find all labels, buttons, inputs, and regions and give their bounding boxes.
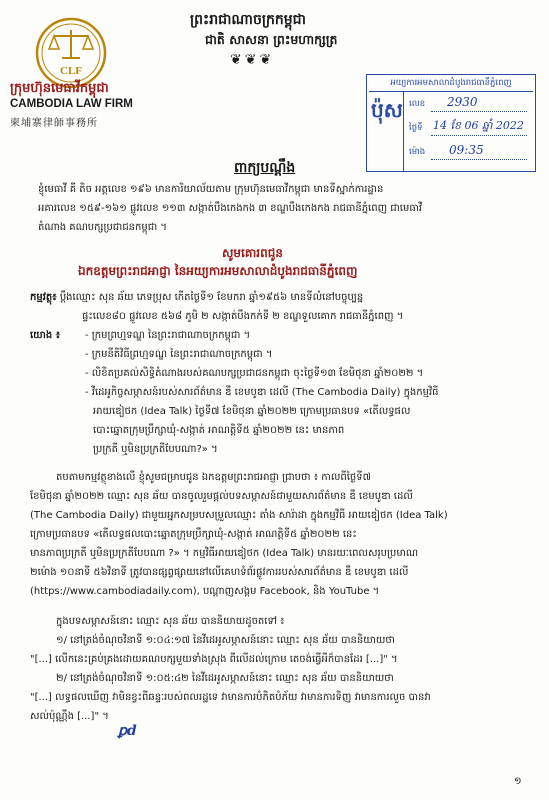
- recipient-line: ឯកឧត្តមព្រះរាជអាជ្ញា នៃអយ្យការអមសាលាដំបូងរាជធានីភ្នំពេញ: [78, 264, 358, 278]
- body-line: ក្នុងបទសម្ភាសន៍នោះ ឈ្មោះ សុន ឆ័យ បាននិយាយដូចតទៅ ៖: [56, 616, 285, 627]
- page-number: ១: [514, 776, 522, 787]
- body-paragraph-1: [30, 468, 528, 601]
- body-line: (https://www.cambodiadaily.com), បណ្តាញសង្គម Facebook, និង YouTube ។: [30, 586, 380, 597]
- body-line: ២ម៉ោង ១០នាទី ៥៦វិនាទី ត្រូវបានផ្សព្វផ្សាយនៅលើគេហទំព័រផ្លូវការរបស់សារព័ត៌មាន ឌឹ ខេមបូឌា ដេលី: [30, 567, 409, 578]
- stamp-date-value: 14 ខែ 06 ឆ្នាំ 2022: [433, 119, 524, 132]
- body-line: តបតាមកម្មវត្ថុខាងលើ ខ្ញុំសូមជម្រាបជូន ឯកឧត្តមព្រះរាជអាជ្ញា ជ្រាបថា ៖ កាលពីថ្ងៃទី៧: [56, 472, 371, 483]
- body-line: "[...] លទ្ធផលឃើញ វាមិនខ្វះពីឆន្ទៈរបស់ពលរដ្ឋទេ វាមានការបំភិតបំភ័យ វាមានការទិញ វាមានការលួច បានវា: [30, 692, 431, 703]
- intro-paragraph: [38, 180, 528, 237]
- body-line: សល់ប៉ុណ្ណឹង [...]" ។: [30, 711, 109, 722]
- stamp-number-value: 2930: [447, 95, 478, 109]
- reference-label-text: យោង ៖: [30, 330, 61, 341]
- handwritten-initials: ꝑd: [118, 723, 137, 739]
- national-motto: ជាតិ សាសនា ព្រះមហាក្សត្រ: [205, 32, 338, 47]
- stamp-title: អយ្យការអមសាលាដំបូងរាជធានីភ្នំពេញ: [369, 75, 533, 92]
- reference-item: - វីដេអូកិច្ចសម្ភាសន៍របស់សារព័ត៌មាន ឌឹ ខេមបូឌា ដេលី (The Cambodia Daily) ក្នុងកម្មវិធី: [85, 387, 439, 398]
- intro-line: តំណាង គណបក្សប្រជាជនកម្ពុជា ។: [38, 222, 168, 233]
- intro-line: ខ្ញុំមេធាវី គី តិច អត្តលេខ ១៩៦ មានការិយាល័យតាម ក្រុមហ៊ុនមេធាវីកម្ពុជា មានទីស្នាក់ការដ្ឋាន: [38, 184, 384, 195]
- reference-item: - លិខិតប្រគល់សិទ្ធិតំណាងរបស់គណបក្សប្រជាជនកម្ពុជា ចុះថ្ងៃទី១៣ ខែមិថុនា ឆ្នាំ២០២២ ។: [85, 368, 424, 379]
- body-line: ១/ នៅត្រង់ចំណុចវិនាទី ១:០៤:១៧ នៃវីដេអូសម្ភាសន៍នោះ ឈ្មោះ សុន ឆ័យ បាននិយាយថា: [56, 635, 395, 646]
- reference-item-cont: ប្រក្រតី ឬមិនប្រក្រតីបែបណា?» ។: [93, 444, 218, 455]
- stamp-post-label: ប៉ុស: [371, 98, 403, 122]
- subject-text: ប្តឹងឈ្មោះ សុន ឆ័យ ភេទប្រុស កើតថ្ងៃទី១ ខែមករា ឆ្នាំ១៩៥៦ មានទីលំនៅបច្ចុប្បន្ន: [59, 292, 364, 303]
- stamp-number-label: លេខ: [409, 99, 426, 109]
- body-line: "[...] លើកនេះគ្រប់គ្រងដោយគណបក្សមួយទាំងស្រុង ពីលើដល់ក្រោម តេចង់ធ្វើអីក៏បានដែរ [...]" ។: [30, 654, 398, 665]
- subject-label: កម្មវត្ថុ៖: [30, 292, 57, 303]
- stamp-date-label: ថ្ងៃទី: [409, 123, 423, 133]
- reference-label: [30, 326, 90, 345]
- body-line: (The Cambodia Daily) ជាមួយអ្នកសម្របសម្រួលឈ្មោះ តាំង សារ៉ាដា ក្នុងកម្មវិធី អាយឌៀថក (Idea Talk): [30, 510, 448, 521]
- firm-name-khmer: ក្រុមហ៊ុនមេធាវីកម្ពុជា: [10, 81, 109, 96]
- body-line: ២/ នៅត្រង់ចំណុចវិនាទី ១:០៥:៤២ នៃវីដេអូសម្ភាសន៍នោះ ឈ្មោះ សុន ឆ័យ បាននិយាយថា: [56, 673, 394, 684]
- kingdom-heading: ព្រះរាជាណាចក្រកម្ពុជា: [190, 12, 307, 28]
- body-paragraph-2: [30, 612, 528, 726]
- reference-item: - ក្រមនីតិវិធីព្រហ្មទណ្ឌ នៃព្រះរាជាណាចក្រកម្ពុជា ។: [85, 349, 273, 360]
- stamp-number-line: [431, 111, 527, 112]
- receipt-stamp: [366, 74, 536, 172]
- stamp-time-label: ម៉ោង: [409, 147, 426, 157]
- subject-text: ផ្ទះលេខ៨០ ផ្លូវលេខ ៥៦៨ ភូមិ ២ សង្កាត់បឹងកក់ទី ២ ខណ្ឌទួលគោក រាជធានីភ្នំពេញ ។: [82, 311, 404, 322]
- respect-to: សូមគោរពជូន: [222, 246, 283, 260]
- body-line: ក្រោមប្រធានបទ «តើលទ្ធផលបោះឆ្នោតក្រុមប្រឹក្សាឃុំ-សង្កាត់ អាណត្តិទី៥ ឆ្នាំ២០២២ នេះ: [30, 529, 357, 540]
- reference-item-cont: អាយឌៀថក (Idea Talk) ថ្ងៃទី៧ ខែមិថុនា ឆ្នាំ២០២២ ក្រោមប្រធានបទ «តើលទ្ធផល: [93, 406, 411, 417]
- logo-text: CLF: [60, 65, 82, 77]
- stamp-time-value: 09:35: [449, 143, 484, 157]
- cambodia-law-firm-logo: [34, 16, 108, 90]
- body-line: ខែមិថុនា ឆ្នាំ២០២២ ឈ្មោះ សុន ឆ័យ បានចូលរួមផ្តល់បទសម្ភាសន៍ជាមួយសារព័ត៌មាន ឌឹ ខេមបូឌា ដេលី: [30, 491, 413, 502]
- reference-item-cont: បោះឆ្នោតក្រុមប្រឹក្សាឃុំ-សង្កាត់ អាណត្តិទី៥ ឆ្នាំ២០២២ នេះ មានភាព: [93, 425, 345, 436]
- stamp-date-line: [431, 135, 527, 136]
- intro-line: អគារលេខ ១៥៩-១៦១ ផ្លូវលេខ ១១៣ សង្កាត់បឹងកេងកង ៣ ខណ្ឌបឹងកេងកង រាជធានីភ្នំពេញ ជាមេធាវី: [38, 203, 423, 214]
- subject-block: [30, 288, 530, 326]
- firm-name-english: CAMBODIA LAW FIRM: [10, 98, 133, 110]
- body-line: មានភាពប្រក្រតី ឬមិនប្រក្រតីបែបណា ?» ។ កម្មវិធីអាយឌៀថក (Idea Talk) មានរយៈពេលសរុបប្រមាណ: [30, 548, 419, 559]
- stamp-divider: [403, 91, 404, 171]
- document-title: ពាក្យបណ្តឹង: [234, 160, 296, 176]
- reference-item: - ក្រមព្រហ្មទណ្ឌ នៃព្រះរាជាណាចក្រកម្ពុជា ។: [85, 330, 251, 341]
- reference-list: [85, 326, 525, 459]
- firm-name-chinese: 柬埔寨律師事務所: [10, 118, 98, 129]
- flourish-ornament: ❦❦❦: [230, 52, 275, 68]
- stamp-time-line: [431, 159, 527, 160]
